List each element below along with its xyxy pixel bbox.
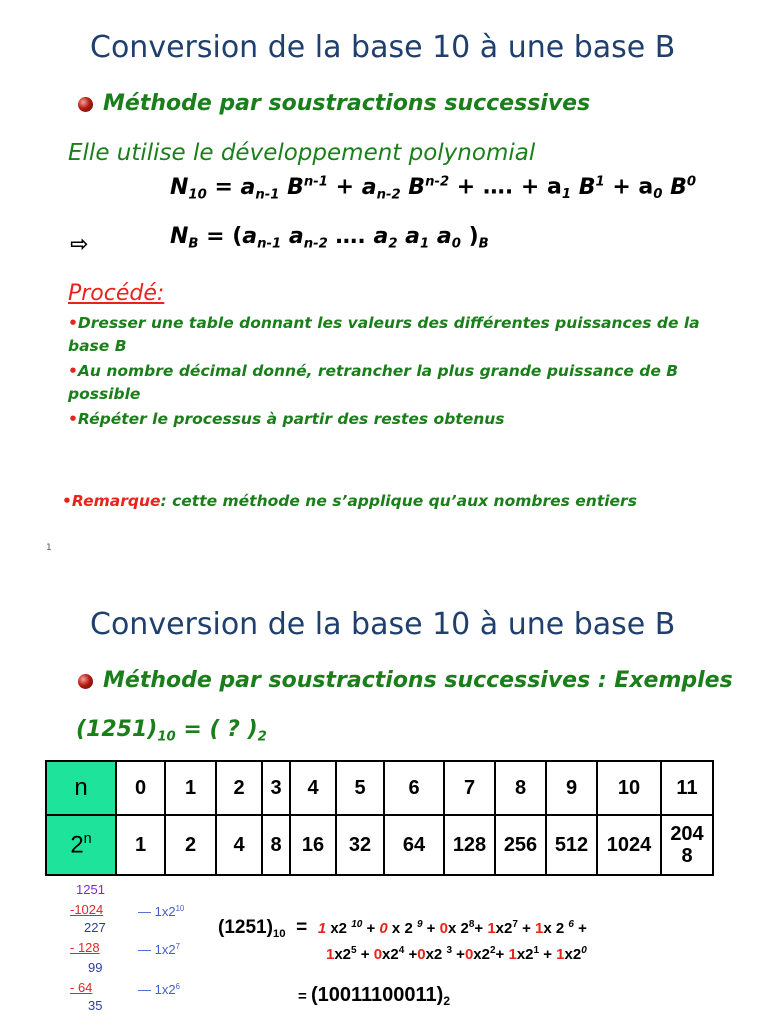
procede-bullet-3: •Répéter le processus à partir des restes obtenus xyxy=(68,410,505,428)
calc-line: 99 xyxy=(88,960,103,975)
calc-line: - 128 xyxy=(70,940,100,955)
red-ball-bullet-icon xyxy=(78,97,93,112)
slide2-method: Méthode par soustractions successives : Exemples xyxy=(103,668,733,693)
calc-line: 35 xyxy=(88,998,103,1013)
calc-line: -1024 xyxy=(70,902,104,917)
table-cell: 6 xyxy=(384,761,444,815)
expansion-line-2: $1x2^5 + 0x2^4 +0x2$ $^3 +0x2^2+ 1x2^1 + 1x2^0$ xyxy=(326,945,587,963)
table-cell: 7 xyxy=(444,761,495,815)
calc-line: 227 xyxy=(84,920,106,935)
table-cell: 11 xyxy=(661,761,713,815)
calc-note: — $1x2^{10}$ xyxy=(138,904,185,920)
calc-note: — $1x2^6$ xyxy=(138,982,180,998)
table-cell: 2 xyxy=(165,815,216,875)
calc-note: — $1x2^7$ xyxy=(138,942,180,958)
row-label-2n: 2$^n$ xyxy=(46,815,116,875)
table-cell: 2 xyxy=(216,761,262,815)
row-label-n: n xyxy=(46,761,116,815)
red-ball-bullet-icon xyxy=(78,674,93,689)
table-cell: 4 xyxy=(290,761,336,815)
base-b-notation: $N_B = (a_{n-1}$ $a_{n-2}$ …. $a_2$ $a_1$ $a_0$ )$_B$ xyxy=(170,224,489,252)
slide1-method: Méthode par soustractions successives xyxy=(103,91,591,116)
powers-of-two-table xyxy=(45,760,714,876)
table-cell: 64 xyxy=(384,815,444,875)
procede-heading: Procédé: xyxy=(68,281,165,306)
table-cell: 8 xyxy=(262,815,290,875)
table-row-powers xyxy=(46,815,713,875)
procede-bullet-1: •Dresser une table donnant les valeurs des différentes puissances de la xyxy=(68,314,700,332)
table-cell: 1024 xyxy=(597,815,661,875)
table-cell: 1 xyxy=(116,815,165,875)
binary-result: = $(10011100011)_2$ xyxy=(298,984,450,1009)
table-cell: 16 xyxy=(290,815,336,875)
polynomial-formula: $N_{10} = a_{n-1}$ $B^{n-1} + a_{n-2}$ $B^{n-2}$ + …. + $a_1$ $B^1 + a_0$ $B^0$ xyxy=(170,174,697,203)
slide1-title: Conversion de la base 10 à une base B xyxy=(90,30,676,65)
table-cell: 1 xyxy=(165,761,216,815)
table-cell: 204 8 xyxy=(661,815,713,875)
example-question: $(1251)_{10}$ = ( ? )$_2$ xyxy=(76,717,267,745)
remark: •Remarque: cette méthode ne s’applique qu’aux nombres entiers xyxy=(62,492,637,510)
calc-line: 1251 xyxy=(76,882,105,897)
expansion-line-1: $(1251)_{10} = 1$ x2 $^{10}$ + 0 x 2 $^9$ + 0x $2^8+ 1x2^7 + 1x$ 2 $^6$ + xyxy=(218,917,587,940)
table-cell: 32 xyxy=(336,815,384,875)
slide2-title: Conversion de la base 10 à une base B xyxy=(90,607,676,642)
table-row-n xyxy=(46,761,713,815)
table-cell: 256 xyxy=(495,815,546,875)
procede-bullet-2: •Au nombre décimal donné, retrancher la plus grande puissance de B xyxy=(68,362,679,380)
table-cell: 4 xyxy=(216,815,262,875)
calc-line: - 64 xyxy=(70,980,93,995)
slide1-intro: Elle utilise le développement polynomial xyxy=(68,140,536,166)
table-cell: 3 xyxy=(262,761,290,815)
implies-arrow-icon: ⇨ xyxy=(70,232,89,257)
procede-bullet-1-cont: base B xyxy=(68,337,127,355)
page-number: 1 xyxy=(46,543,52,553)
table-cell: 8 xyxy=(495,761,546,815)
table-cell: 512 xyxy=(546,815,597,875)
procede-bullet-2-cont: possible xyxy=(68,385,141,403)
table-cell: 128 xyxy=(444,815,495,875)
table-cell: 0 xyxy=(116,761,165,815)
table-cell: 5 xyxy=(336,761,384,815)
table-cell: 9 xyxy=(546,761,597,815)
table-cell: 10 xyxy=(597,761,661,815)
